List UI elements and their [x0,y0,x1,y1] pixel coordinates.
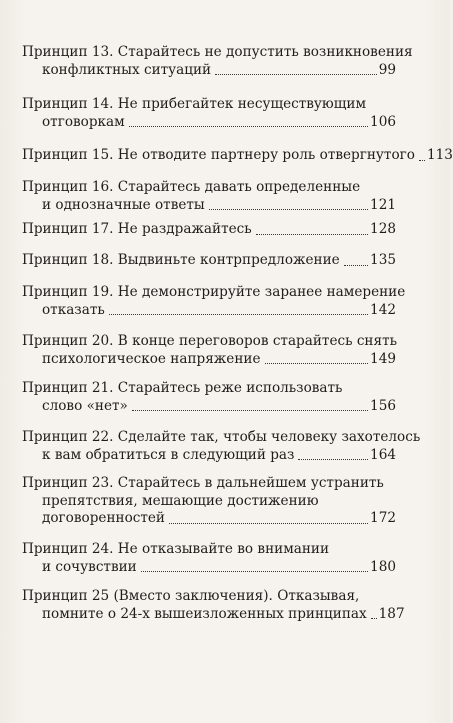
dot-leader [109,314,368,315]
dot-leader [256,234,368,235]
page-number: 172 [370,510,396,526]
dot-leader [215,74,377,75]
toc-entry [22,179,396,214]
dot-leader [265,363,369,364]
toc-entry [22,380,396,415]
page-number: 128 [370,221,396,237]
page-number: 99 [378,61,396,78]
page-number: 156 [370,397,396,414]
toc-entry [22,44,413,79]
toc-entry [22,96,396,131]
toc-entry-title: договоренностей [42,510,165,526]
toc-entry-title: Принцип 15. Не отводите партнеру роль отвергнутого [22,147,415,163]
toc-entry-title: Принцип 22. Сделайте так, чтобы человеку захотелось [22,429,421,445]
page-number: 113 [426,147,453,163]
page-number: 187 [378,605,405,622]
toc-entry-title: к вам обратиться в следующий раз [42,446,295,463]
toc-entry-title: препятствия, мешающие достижению [42,492,319,509]
toc-entry-title: слово «нет» [42,397,128,414]
page-number: 164 [370,446,396,463]
toc-entry [22,541,396,576]
toc-entry-title: отговоркам [42,113,125,130]
toc-entry-title: Принцип 24. Не отказывайте во внимании [22,541,330,557]
toc-entry-title: Принцип 19. Не демонстрируйте заранее намерение [22,284,406,300]
toc-entry [22,147,453,165]
toc-entry-title: Принцип 16. Старайтесь давать определенные [22,179,361,195]
page-number: 121 [370,196,396,213]
toc-entry [22,588,405,623]
toc-entry-title: Принцип 18. Выдвиньте контрпредложение [22,252,340,268]
page-number: 142 [370,301,396,318]
toc-entry [22,252,396,270]
toc-entry-title: Принцип 25 (Вместо заключения). Отказывая, [22,588,360,604]
page-number: 180 [370,558,396,575]
dot-leader [298,459,368,460]
dot-leader [209,209,368,210]
dot-leader [371,618,377,619]
page-number: 106 [370,113,396,130]
toc-entry-title: Принцип 17. Не раздражайтесь [22,221,252,237]
page-number: 149 [370,350,396,367]
toc-entry [22,475,396,528]
toc-entry-title: психологическое напряжение [42,350,261,367]
toc-entry [22,333,396,368]
dot-leader [129,126,368,127]
toc-entry-title: Принцип 23. Старайтесь в дальнейшем устранить [22,475,384,491]
toc-entry-title: Принцип 13. Старайтесь не допустить возникновения [22,44,413,60]
toc-entry-title: Принцип 20. В конце переговоров старайтесь снять [22,333,397,349]
toc-entry-title: и однозначные ответы [42,196,205,213]
toc-entry [22,221,396,239]
toc-entry-title: Принцип 14. Не прибегайтек несуществующим [22,96,367,112]
toc-entry-title: отказать [42,301,105,318]
toc-entry-title: помните о 24-х вышеизложенных принципах [42,605,367,622]
dot-leader [419,160,425,161]
dot-leader [141,571,368,572]
page-number: 135 [370,252,396,268]
toc-entry-title: конфликтных ситуаций [42,61,212,78]
dot-leader [132,410,368,411]
dot-leader [344,265,368,266]
dot-leader [169,523,368,524]
toc-entry-title: и сочувствии [42,558,137,575]
toc-entry-title: Принцип 21. Старайтесь реже использовать [22,380,343,396]
toc-entry [22,284,406,319]
toc-entry [22,429,421,464]
